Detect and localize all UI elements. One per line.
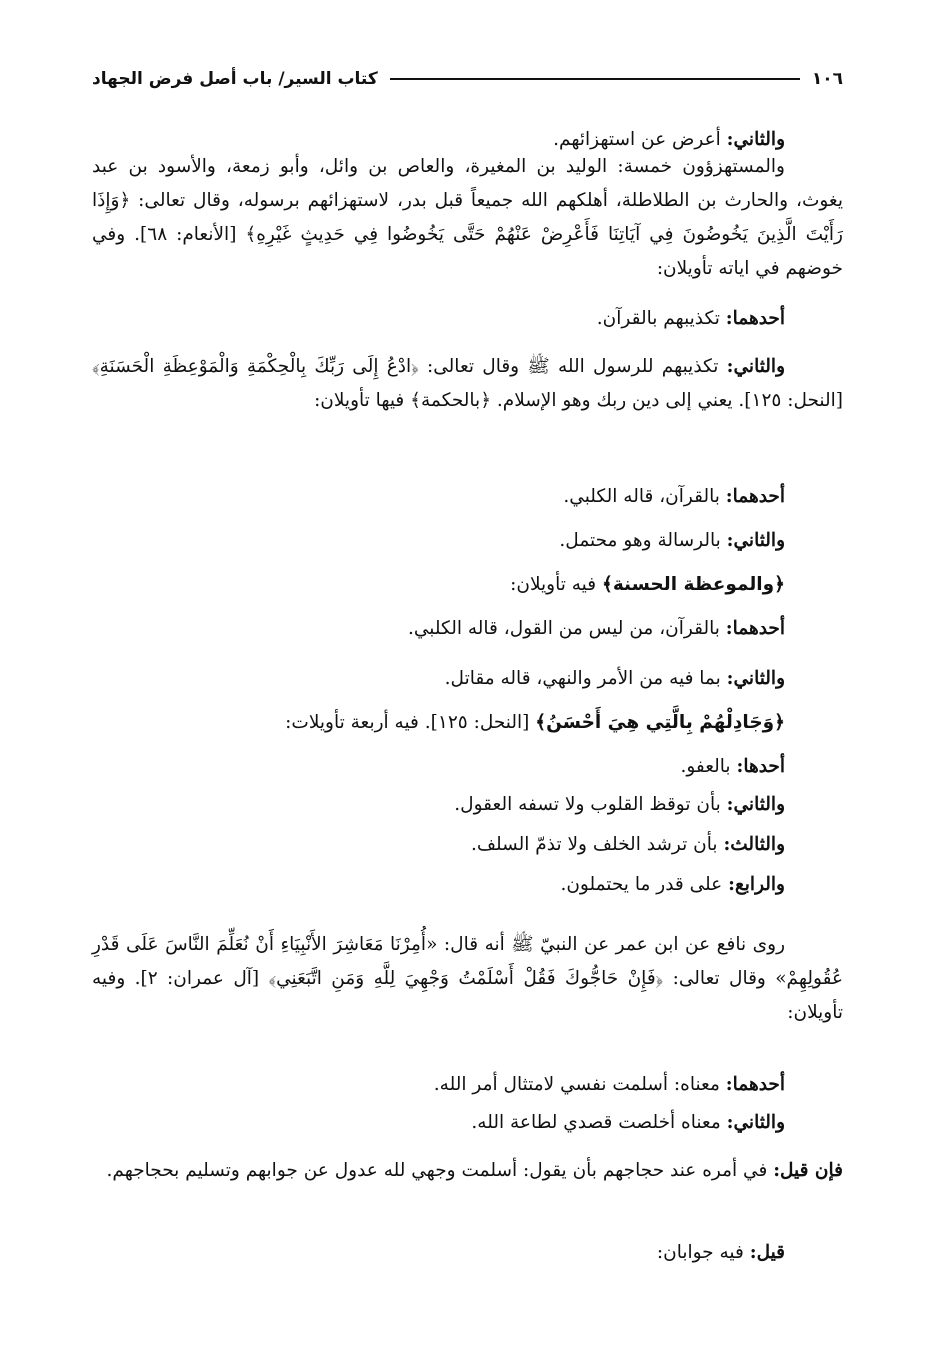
paragraph-13: [92, 828, 843, 862]
paragraph-label: والثاني:: [726, 356, 785, 377]
paragraph-label: أحدهما:: [725, 486, 785, 507]
paragraph-18: [92, 1154, 843, 1188]
paragraph-8: [92, 612, 843, 646]
paragraph-text: روى نافع عن ابن عمر عن النبيّ ﷺ أنه قال: «أُمِرْنَا مَعَاشِرَ الأَنْبِيَاءِ أَنْ نُعَلِّمَ النَّاسَ عَلَى قَدْرِ عُقُولِهِمْ» وقال تعالى: ﴿فَإِنْ حَاجُّوكَ فَقُلْ أَسْلَمْتُ وَجْهِيَ لِلَّهِ وَمَنِ اتَّبَعَنِي﴾ [آل عمران: ٢]. وفيه تأويلان:: [92, 934, 843, 1023]
paragraph-label: قيل:: [749, 1242, 785, 1263]
paragraph-7: [92, 568, 843, 602]
paragraph-label: فإن قيل:: [773, 1160, 843, 1181]
paragraph-text: والمستهزؤون خمسة: الوليد بن المغيرة، والعاص بن وائل، وأبو زمعة، والأسود بن عبد يغوث، والحارث بن الطلاطلة، أهلكهم الله جميعاً قبل بدر، لاستهزائهم برسوله، وقال تعالى: ﴿وَإِذَا رَأَيْتَ الَّذِينَ يَخُوضُونَ فِي آيَاتِنَا فَأَعْرِضْ عَنْهُمْ حَتَّى يَخُوضُوا فِي حَدِيثٍ غَيْرِهِ﴾ [الأنعام: ٦٨]. وفي خوضهم في اياته تأويلان:: [92, 156, 843, 279]
paragraph-6: [92, 524, 843, 558]
paragraph-text: فيه جوابان:: [656, 1242, 744, 1263]
paragraph-14: [92, 868, 843, 902]
paragraph-17: [92, 1106, 843, 1140]
paragraph-2: [92, 150, 843, 286]
paragraph-11: [92, 750, 843, 784]
paragraph-5: [92, 480, 843, 514]
paragraph-4: [92, 350, 843, 418]
paragraph-text: بالقرآن، قاله الكلبي.: [563, 486, 720, 507]
paragraph-15: [92, 928, 843, 1030]
header-rule: [390, 78, 800, 80]
paragraph-label: والثاني:: [726, 668, 785, 689]
paragraph-label: أحدهما:: [725, 618, 785, 639]
paragraph-text: تكذيبهم للرسول الله ﷺ وقال تعالى: ﴿ادْعُ إِلَى رَبِّكَ بِالْحِكْمَةِ وَالْمَوْعِظَةِ الْحَسَنَةِ﴾ [النحل: ١٢٥]. يعني إلى دين ربك وهو الإسلام. ﴿بالحكمة﴾ فيها تأويلان:: [92, 356, 843, 411]
paragraph-text: بأن ترشد الخلف ولا تذمّ السلف.: [470, 834, 718, 855]
running-title: كتاب السير/ باب أصل فرض الجهاد: [92, 69, 378, 89]
paragraph-text: فيه تأويلان:: [510, 574, 597, 595]
paragraph-19: [92, 1236, 843, 1270]
paragraph-9: [92, 662, 843, 696]
paragraph-text: بالعفو.: [680, 756, 731, 777]
paragraph-text: بما فيه من الأمر والنهي، قاله مقاتل.: [444, 668, 721, 689]
paragraph-3: [92, 302, 843, 336]
paragraph-text: معناه أخلصت قصدي لطاعة الله.: [471, 1112, 721, 1133]
quran-quote: ﴿والموعظة الحسنة﴾: [601, 574, 785, 595]
paragraph-label: والرابع:: [728, 874, 785, 895]
paragraph-label: أحدها:: [736, 756, 785, 777]
paragraph-text: على قدر ما يحتملون.: [560, 874, 723, 895]
page-number: ١٠٦: [811, 69, 843, 89]
paragraph-text: [النحل: ١٢٥]. فيه أربعة تأويلات:: [285, 712, 530, 733]
paragraph-label: أحدهما:: [725, 308, 785, 329]
paragraph-label: والثاني:: [726, 128, 785, 150]
paragraph-label: والثاني:: [726, 1112, 785, 1133]
quran-quote: ﴿وَجَادِلْهُمْ بِالَّتِي هِيَ أَحْسَنُ﴾: [535, 712, 785, 733]
paragraph-label: والثالث:: [723, 834, 785, 855]
paragraph-16: [92, 1068, 843, 1102]
page-header: [92, 66, 843, 92]
paragraph-text: بالرسالة وهو محتمل.: [559, 530, 721, 551]
paragraph-10: [92, 706, 843, 740]
paragraph-label: والثاني:: [726, 530, 785, 551]
paragraph-label: والثاني:: [726, 794, 785, 815]
paragraph-text: في أمره عند حجاجهم بأن يقول: أسلمت وجهي لله عدول عن جوابهم وتسليم بحجاجهم.: [106, 1160, 768, 1181]
paragraph-text: تكذيبهم بالقرآن.: [596, 308, 720, 329]
paragraph-text: معناه: أسلمت نفسي لامتثال أمر الله.: [433, 1074, 720, 1095]
paragraph-text: أعرض عن استهزائهم.: [553, 128, 721, 150]
paragraph-text: بأن توقظ القلوب ولا تسفه العقول.: [454, 794, 721, 815]
paragraph-label: أحدهما:: [725, 1074, 785, 1095]
paragraph-text: بالقرآن، من ليس من القول، قاله الكلبي.: [407, 618, 720, 639]
paragraph-12: [92, 788, 843, 822]
